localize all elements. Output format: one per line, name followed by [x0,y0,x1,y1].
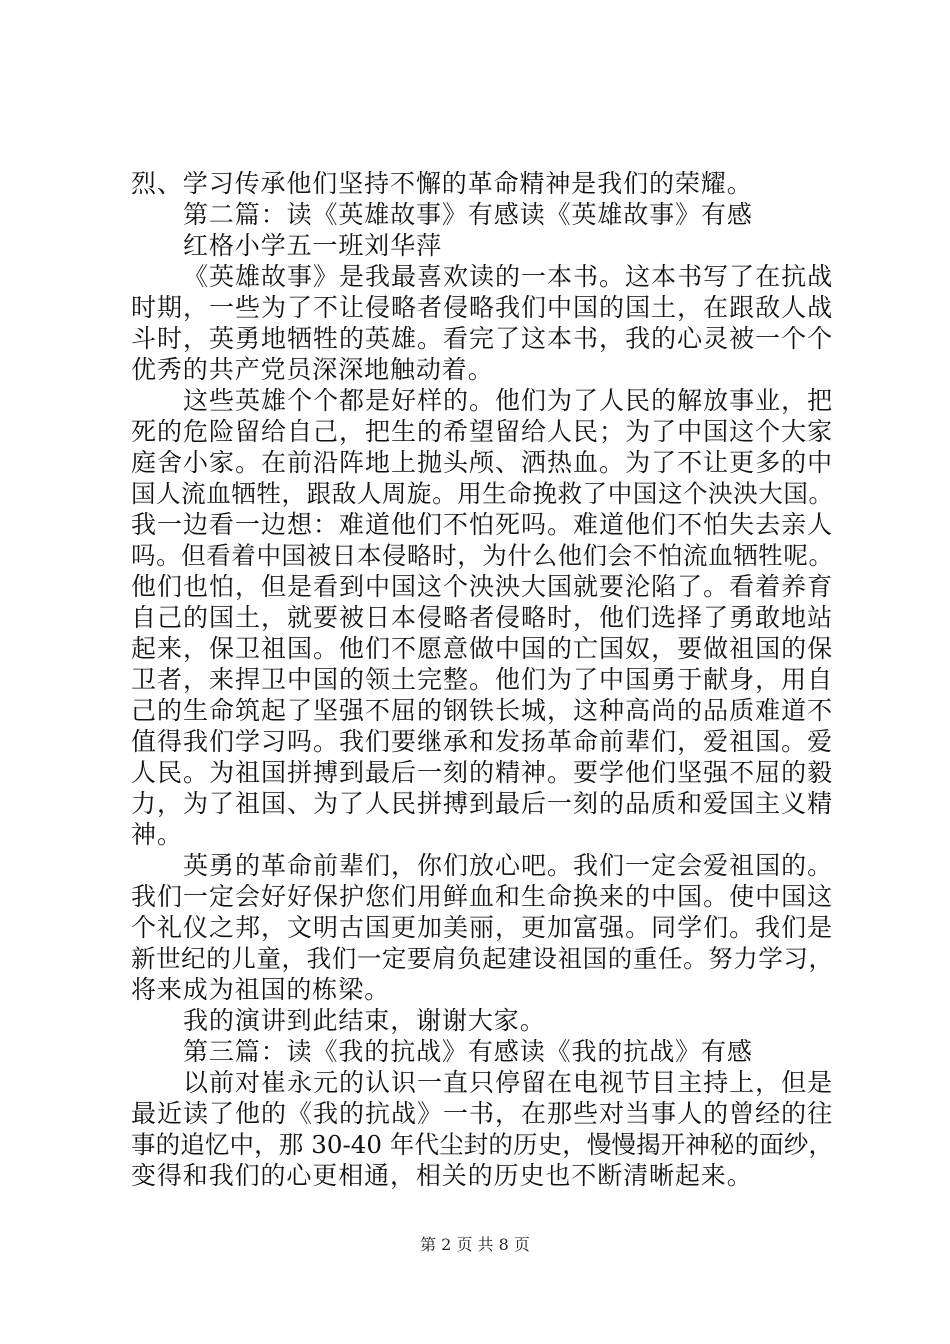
text-line: 斗时，英勇地牺牲的英雄。看完了这本书，我的心灵被一个个 [131,324,833,353]
text-line: 事的追忆中，那 30-40 年代尘封的历史，慢慢揭开神秘的面纱， [131,1130,833,1159]
text-line: 庭舍小家。在前沿阵地上抛头颅、洒热血。为了不让更多的中 [131,448,833,477]
text-line: 值得我们学习吗。我们要继承和发扬革命前辈们，爱祖国。爱 [131,727,833,756]
text-line: 己的生命筑起了坚强不屈的钢铁长城，这种高尚的品质难道不 [131,696,833,725]
text-line: 力，为了祖国、为了人民拼搏到最后一刻的品质和爱国主义精 [131,789,833,818]
text-line: 红格小学五一班刘华萍 [183,231,443,260]
text-line: 以前对崔永元的认识一直只停留在电视节目主持上，但是 [183,1068,833,1097]
text-line: 自己的国土，就要被日本侵略者侵略时，他们选择了勇敢地站 [131,603,833,632]
text-line: 国人流血牺牲，跟敌人周旋。用生命挽救了中国这个泱泱大国。 [131,479,833,508]
text-line: 第二篇：读《英雄故事》有感读《英雄故事》有感 [183,200,753,229]
text-line: 时期，一些为了不让侵略者侵略我们中国的国土，在跟敌人战 [131,293,833,322]
text-line: 最近读了他的《我的抗战》一书，在那些对当事人的曾经的往 [131,1099,833,1128]
text-line: 他们也怕，但是看到中国这个泱泱大国就要沦陷了。看着养育 [131,572,833,601]
text-line: 我的演讲到此结束，谢谢大家。 [183,1006,546,1035]
text-line: 我一边看一边想：难道他们不怕死吗。难道他们不怕失去亲人 [131,510,833,539]
text-line: 吗。但看着中国被日本侵略时，为什么他们会不怕流血牺牲呢。 [131,541,833,570]
text-line: 优秀的共产党员深深地触动着。 [131,355,494,384]
text-line: 这些英雄个个都是好样的。他们为了人民的解放事业，把 [183,386,833,415]
text-line: 烈、学习传承他们坚持不懈的革命精神是我们的荣耀。 [131,169,753,198]
text-line: 英勇的革命前辈们，你们放心吧。我们一定会爱祖国的。 [183,851,833,880]
page-footer: 第 2 页 共 8 页 [420,1235,530,1254]
text-line: 第三篇：读《我的抗战》有感读《我的抗战》有感 [183,1037,753,1066]
document-body [131,168,833,1191]
text-line: 变得和我们的心更相通，相关的历史也不断清晰起来。 [131,1161,753,1190]
text-line: 神。 [131,820,183,849]
text-line: 将来成为祖国的栋梁。 [131,975,391,1004]
text-line: 《英雄故事》是我最喜欢读的一本书。这本书写了在抗战 [183,262,833,291]
text-line: 个礼仪之邦，文明古国更加美丽，更加富强。同学们。我们是 [131,913,833,942]
text-line: 新世纪的儿童，我们一定要肩负起建设祖国的重任。努力学习， [131,944,833,973]
text-line: 死的危险留给自己，把生的希望留给人民；为了中国这个大家 [131,417,833,446]
text-line: 起来，保卫祖国。他们不愿意做中国的亡国奴，要做祖国的保 [131,634,833,663]
text-line: 人民。为祖国拼搏到最后一刻的精神。要学他们坚强不屈的毅 [131,758,833,787]
text-line: 卫者，来捍卫中国的领土完整。他们为了中国勇于献身，用自 [131,665,833,694]
text-line: 我们一定会好好保护您们用鲜血和生命换来的中国。使中国这 [131,882,833,911]
